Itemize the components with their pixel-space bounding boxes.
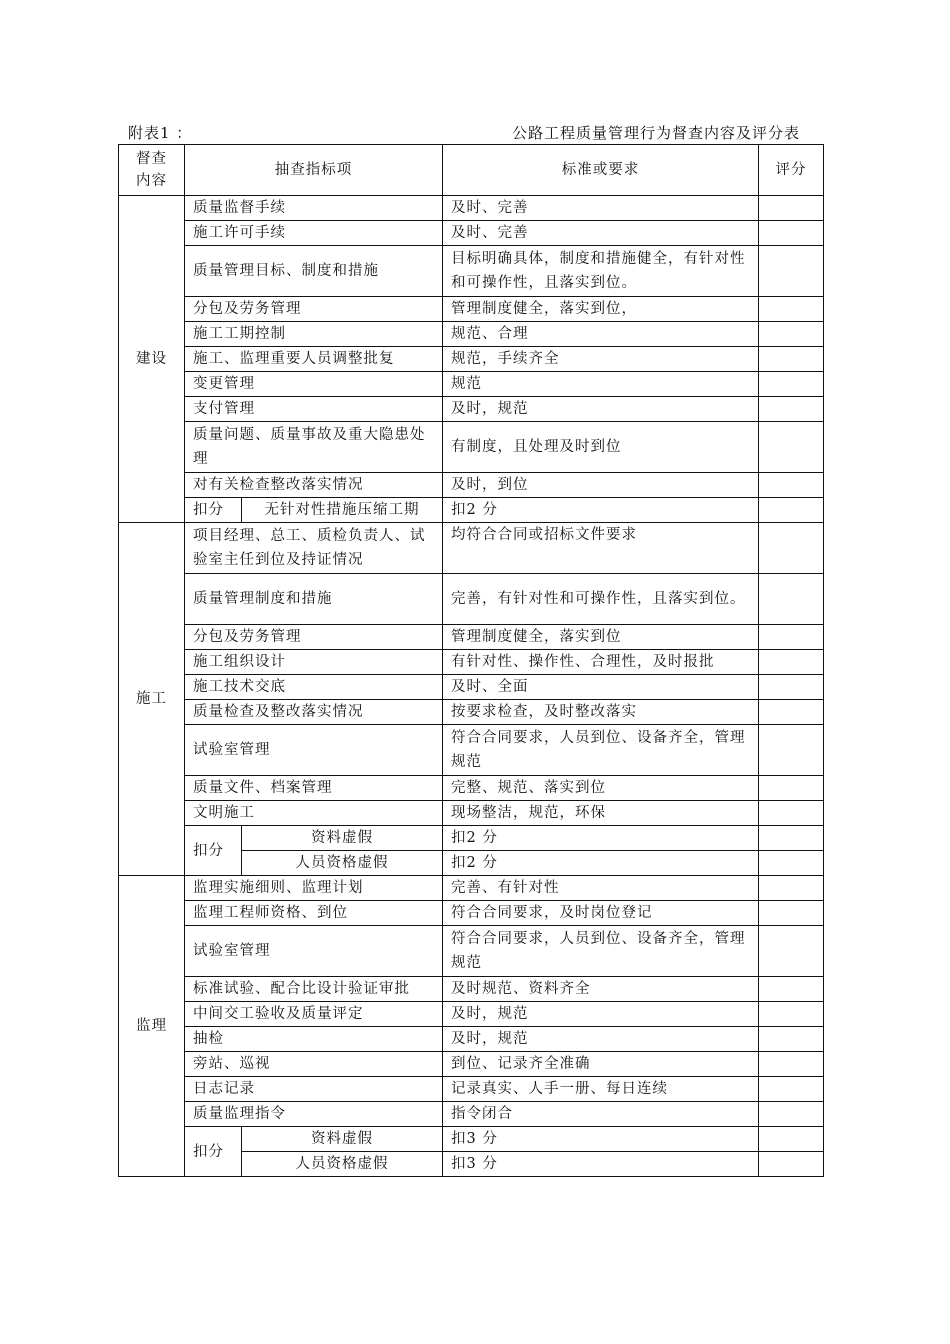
- score-cell[interactable]: [759, 1027, 824, 1052]
- table-row: [119, 397, 824, 422]
- item-cell: 分包及劳务管理: [185, 625, 443, 650]
- score-cell[interactable]: [759, 1077, 824, 1102]
- deduct-standard-cell: 扣2 分: [443, 851, 759, 876]
- score-cell[interactable]: [759, 650, 824, 675]
- score-cell[interactable]: [759, 397, 824, 422]
- score-cell[interactable]: [759, 801, 824, 826]
- standard-cell: 符合合同要求，人员到位、设备齐全，管理规范: [443, 725, 759, 776]
- item-cell: 试验室管理: [185, 926, 443, 977]
- score-cell[interactable]: [759, 901, 824, 926]
- column-header-standard: 标准或要求: [443, 145, 759, 196]
- table-row-deduction: [119, 1127, 824, 1152]
- standard-cell: 规范: [443, 372, 759, 397]
- score-cell[interactable]: [759, 322, 824, 347]
- table-row-deduction: [119, 826, 824, 851]
- table-row: [119, 625, 824, 650]
- table-row: [119, 1052, 824, 1077]
- table-row: [119, 246, 824, 297]
- standard-cell: 及时、完善: [443, 221, 759, 246]
- table-row: [119, 1002, 824, 1027]
- item-cell: 分包及劳务管理: [185, 297, 443, 322]
- table-row: [119, 1027, 824, 1052]
- standard-cell: 完善，有针对性和可操作性，且落实到位。: [443, 574, 759, 625]
- score-cell[interactable]: [759, 876, 824, 901]
- document-title: 公路工程质量管理行为督查内容及评分表: [512, 124, 801, 142]
- score-cell[interactable]: [759, 776, 824, 801]
- standard-cell: 记录真实、人手一册、每日连续: [443, 1077, 759, 1102]
- standard-cell: 均符合合同或招标文件要求: [443, 523, 759, 574]
- standard-cell: 有制度，且处理及时到位: [443, 422, 759, 473]
- deduct-label: 扣分: [185, 1127, 242, 1177]
- item-cell: 施工组织设计: [185, 650, 443, 675]
- column-header-content: [119, 145, 185, 196]
- score-cell[interactable]: [759, 1002, 824, 1027]
- score-cell[interactable]: [759, 246, 824, 297]
- score-cell[interactable]: [759, 1152, 824, 1177]
- table-row: [119, 422, 824, 473]
- table-row: [119, 801, 824, 826]
- standard-cell: 符合合同要求，及时岗位登记: [443, 901, 759, 926]
- item-cell: 支付管理: [185, 397, 443, 422]
- item-cell: 中间交工验收及质量评定: [185, 1002, 443, 1027]
- standard-cell: 及时，规范: [443, 1002, 759, 1027]
- standard-cell: 及时，到位: [443, 473, 759, 498]
- table-row: [119, 675, 824, 700]
- score-cell[interactable]: [759, 498, 824, 523]
- table-row: [119, 901, 824, 926]
- score-cell[interactable]: [759, 625, 824, 650]
- table-row: [119, 650, 824, 675]
- score-cell[interactable]: [759, 372, 824, 397]
- deduct-item-cell: 人员资格虚假: [242, 851, 443, 876]
- standard-cell: 及时、完善: [443, 196, 759, 221]
- table-row: [119, 473, 824, 498]
- item-cell: 施工许可手续: [185, 221, 443, 246]
- item-cell: 旁站、巡视: [185, 1052, 443, 1077]
- deduct-standard-cell: 扣2 分: [443, 826, 759, 851]
- standard-cell: 到位、记录齐全准确: [443, 1052, 759, 1077]
- item-cell: 质量监理指令: [185, 1102, 443, 1127]
- appendix-label: 附表1 ：: [128, 124, 193, 142]
- table-row: [119, 523, 824, 574]
- standard-cell: 管理制度健全，落实到位，: [443, 297, 759, 322]
- standard-cell: 完整、规范、落实到位: [443, 776, 759, 801]
- table-row: [119, 574, 824, 625]
- table-row: [119, 372, 824, 397]
- score-cell[interactable]: [759, 725, 824, 776]
- item-cell: 监理实施细则、监理计划: [185, 876, 443, 901]
- score-cell[interactable]: [759, 473, 824, 498]
- item-cell: 质量监督手续: [185, 196, 443, 221]
- standard-cell: 及时，规范: [443, 397, 759, 422]
- standard-cell: 指令闭合: [443, 1102, 759, 1127]
- section-label-construction-owner: 建设: [119, 196, 185, 523]
- table-row: [119, 196, 824, 221]
- table-row: [119, 347, 824, 372]
- standard-cell: 及时、全面: [443, 675, 759, 700]
- item-cell: 文明施工: [185, 801, 443, 826]
- score-cell[interactable]: [759, 675, 824, 700]
- item-cell: 项目经理、总工、质检负责人、试验室主任到位及持证情况: [185, 523, 443, 574]
- item-cell: 质量文件、档案管理: [185, 776, 443, 801]
- item-cell: 施工工期控制: [185, 322, 443, 347]
- deduct-item-cell: 无针对性措施压缩工期: [242, 498, 443, 523]
- item-cell: 标准试验、配合比设计验证审批: [185, 977, 443, 1002]
- item-cell: 施工、监理重要人员调整批复: [185, 347, 443, 372]
- deduct-label: 扣分: [185, 498, 242, 523]
- item-cell: 质量管理制度和措施: [185, 574, 443, 625]
- item-cell: 对有关检查整改落实情况: [185, 473, 443, 498]
- item-cell: 日志记录: [185, 1077, 443, 1102]
- standard-cell: 规范，手续齐全: [443, 347, 759, 372]
- standard-cell: 完善、有针对性: [443, 876, 759, 901]
- score-cell[interactable]: [759, 422, 824, 473]
- standard-cell: 符合合同要求，人员到位、设备齐全，管理规范: [443, 926, 759, 977]
- item-cell: 变更管理: [185, 372, 443, 397]
- standard-cell: 按要求检查，及时整改落实: [443, 700, 759, 725]
- score-cell[interactable]: [759, 926, 824, 977]
- column-header-score: 评分: [759, 145, 824, 196]
- item-cell: 质量管理目标、制度和措施: [185, 246, 443, 297]
- table-row: [119, 776, 824, 801]
- table-row: [119, 221, 824, 246]
- table-row: [119, 1102, 824, 1127]
- table-row: [119, 876, 824, 901]
- standard-cell: 管理制度健全，落实到位: [443, 625, 759, 650]
- table-row: [119, 725, 824, 776]
- score-cell[interactable]: [759, 523, 824, 574]
- score-cell[interactable]: [759, 1102, 824, 1127]
- score-cell[interactable]: [759, 851, 824, 876]
- table-header-row: [119, 145, 824, 196]
- standard-cell: 现场整洁，规范，环保: [443, 801, 759, 826]
- standard-cell: 目标明确具体，制度和措施健全，有针对性和可操作性，且落实到位。: [443, 246, 759, 297]
- deduct-item-cell: 人员资格虚假: [242, 1152, 443, 1177]
- standard-cell: 及时，规范: [443, 1027, 759, 1052]
- item-cell: 质量问题、质量事故及重大隐患处理: [185, 422, 443, 473]
- deduct-item-cell: 资料虚假: [242, 826, 443, 851]
- table-row: [119, 297, 824, 322]
- score-cell[interactable]: [759, 1052, 824, 1077]
- score-cell[interactable]: [759, 347, 824, 372]
- item-cell: 试验室管理: [185, 725, 443, 776]
- table-row-deduction: [119, 498, 824, 523]
- deduct-standard-cell: 扣2 分: [443, 498, 759, 523]
- score-cell[interactable]: [759, 574, 824, 625]
- section-label-supervision: 监理: [119, 876, 185, 1177]
- score-cell[interactable]: [759, 221, 824, 246]
- table-row: [119, 1077, 824, 1102]
- score-cell[interactable]: [759, 977, 824, 1002]
- evaluation-table: [118, 144, 824, 1177]
- score-cell[interactable]: [759, 826, 824, 851]
- item-cell: 抽检: [185, 1027, 443, 1052]
- section-label-contractor: 施工: [119, 523, 185, 876]
- standard-cell: 规范、合理: [443, 322, 759, 347]
- deduct-label: 扣分: [185, 826, 242, 876]
- score-cell[interactable]: [759, 196, 824, 221]
- table-row: [119, 700, 824, 725]
- score-cell[interactable]: [759, 1127, 824, 1152]
- table-row: [119, 926, 824, 977]
- standard-cell: 有针对性、操作性、合理性，及时报批: [443, 650, 759, 675]
- score-cell[interactable]: [759, 297, 824, 322]
- deduct-item-cell: 资料虚假: [242, 1127, 443, 1152]
- item-cell: 监理工程师资格、到位: [185, 901, 443, 926]
- deduct-standard-cell: 扣3 分: [443, 1152, 759, 1177]
- standard-cell: 及时规范、资料齐全: [443, 977, 759, 1002]
- column-header-item: 抽查指标项: [185, 145, 443, 196]
- table-row: [119, 322, 824, 347]
- item-cell: 质量检查及整改落实情况: [185, 700, 443, 725]
- item-cell: 施工技术交底: [185, 675, 443, 700]
- column-header-content-text: 督查 内容: [136, 151, 167, 189]
- score-cell[interactable]: [759, 700, 824, 725]
- table-row: [119, 977, 824, 1002]
- deduct-standard-cell: 扣3 分: [443, 1127, 759, 1152]
